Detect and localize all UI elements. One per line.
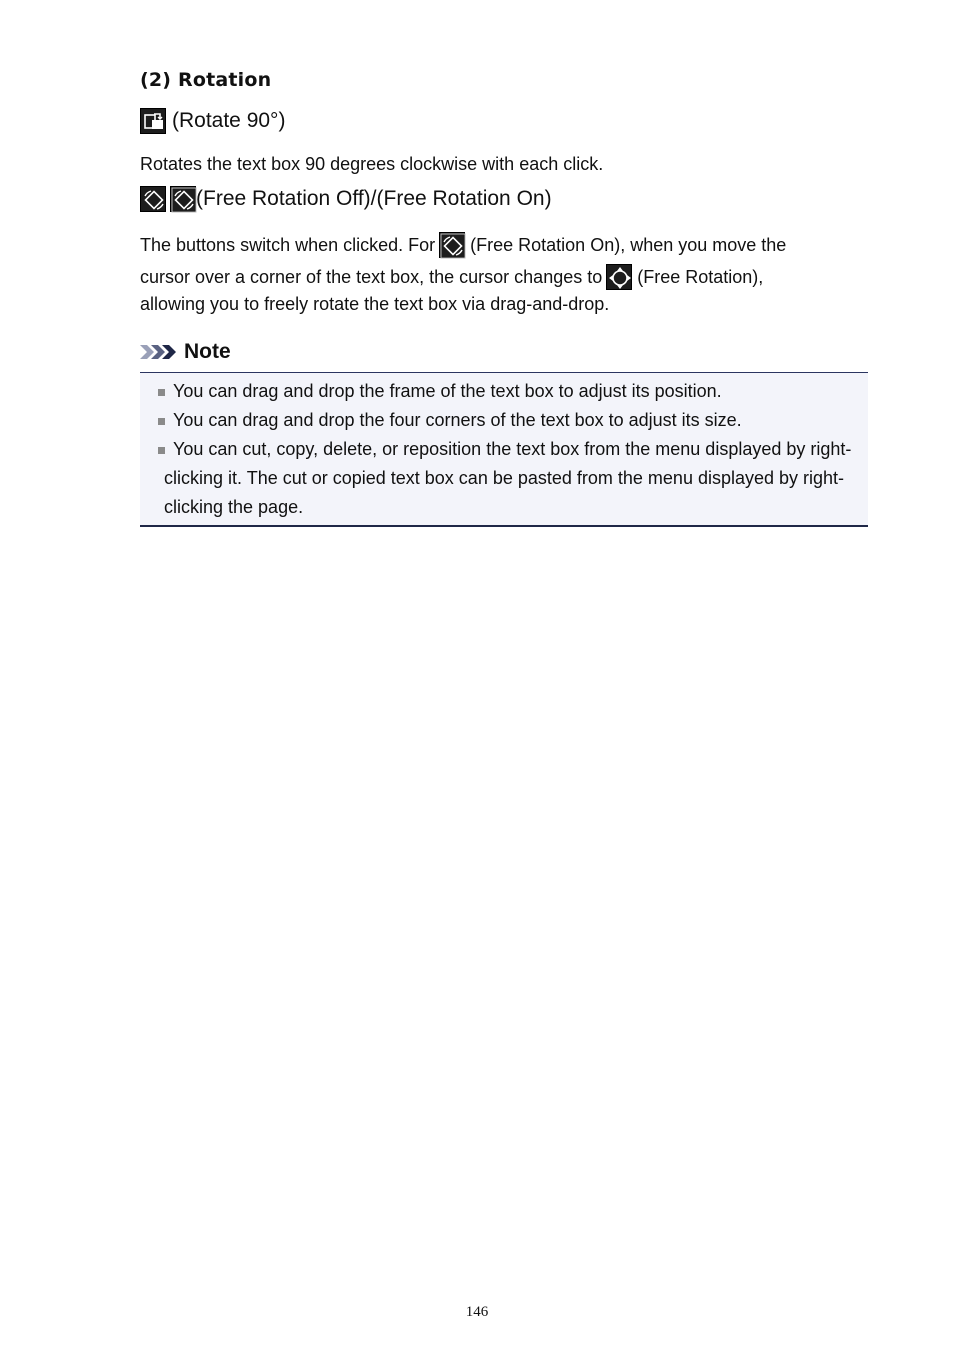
rotate-90-description: Rotates the text box 90 degrees clockwise with each click. — [140, 154, 604, 174]
note-chevrons-icon — [140, 343, 178, 361]
free-rotation-description — [140, 229, 868, 318]
note-box — [140, 372, 868, 527]
bullet-icon — [158, 447, 165, 454]
description-text: cursor over a corner of the text box, the cursor changes to — [140, 266, 603, 287]
note-item-text: You can cut, copy, delete, or reposition the text box from the menu displayed by right-clicking it. The cut or copied text box can be pasted from the menu displayed by right-clicking the page. — [164, 439, 852, 517]
free-rotation-cursor-icon — [606, 264, 632, 290]
page-number: 146 — [465, 1304, 489, 1320]
note-label: Note — [184, 340, 231, 363]
description-line — [140, 290, 868, 318]
free-rotation-off-icon — [140, 186, 166, 212]
description-text: allowing you to freely rotate the text box via drag-and-drop. — [140, 293, 610, 314]
free-rotation-label: (Free Rotation Off)/(Free Rotation On) — [196, 187, 552, 210]
note-item-text: You can drag and drop the frame of the text box to adjust its position. — [173, 381, 722, 401]
note-item-text: You can drag and drop the four corners of the text box to adjust its size. — [173, 410, 742, 430]
description-text: (Free Rotation On), when you move the — [470, 234, 787, 255]
rotate-90-title — [140, 108, 285, 134]
rotate-90-label: (Rotate 90°) — [172, 109, 286, 132]
rotate-90-icon — [140, 108, 166, 134]
description-text: (Free Rotation), — [637, 266, 764, 287]
note-header — [140, 340, 231, 364]
free-rotation-on-icon — [170, 186, 196, 212]
description-line — [140, 261, 868, 293]
list-item — [140, 377, 862, 406]
free-rotation-on-icon — [439, 232, 465, 258]
description-text: The buttons switch when clicked. For — [140, 234, 436, 255]
list-item — [140, 435, 862, 522]
description-line — [140, 229, 868, 261]
free-rotation-title — [140, 186, 552, 212]
bullet-icon — [158, 389, 165, 396]
section-heading: (2) Rotation — [140, 69, 272, 91]
bullet-icon — [158, 418, 165, 425]
list-item — [140, 406, 862, 435]
